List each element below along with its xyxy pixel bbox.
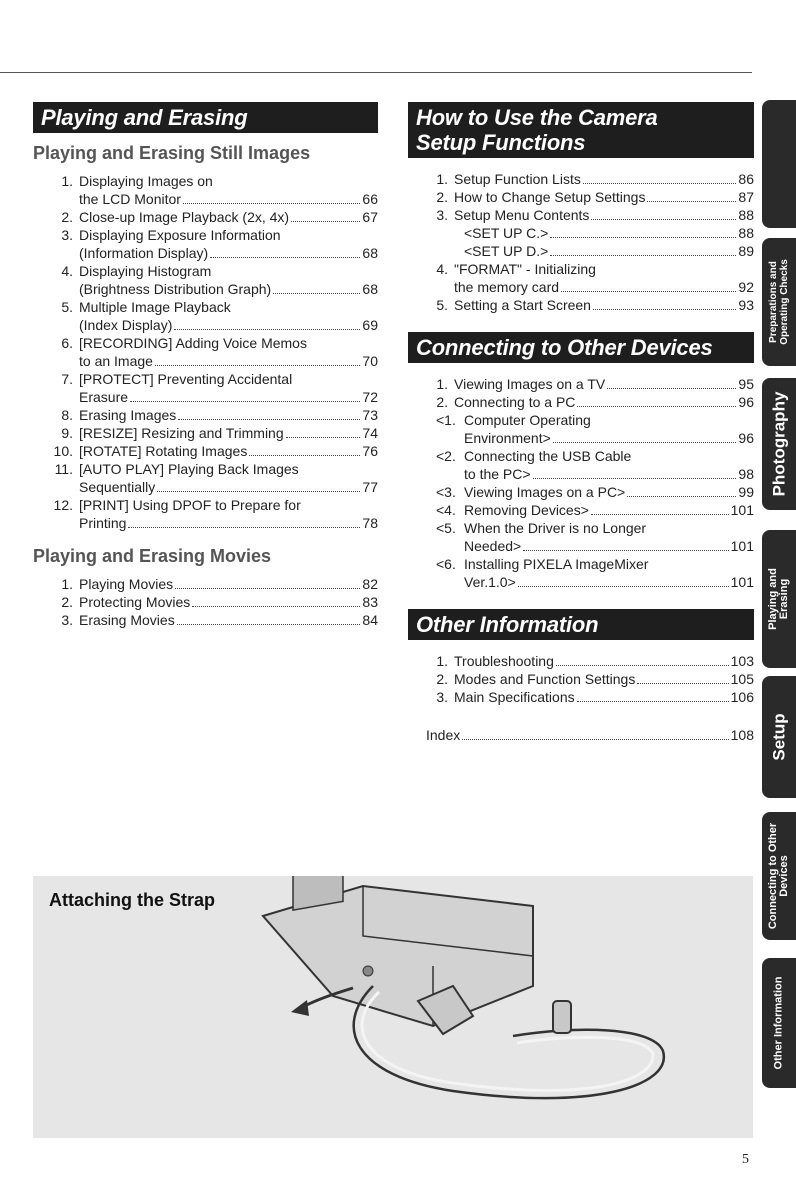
toc-number [436,242,464,260]
toc-text: Erasing Movies [79,612,175,628]
right-column [408,102,754,744]
toc-line [464,224,754,242]
toc-number: 12. [53,497,73,513]
leader-dots [178,419,360,420]
toc-page-number: 73 [362,407,378,423]
toc-number: 1. [61,576,73,592]
toc-page-number: 69 [362,317,378,333]
toc-page-number: 82 [362,576,378,592]
toc-entry [79,226,378,262]
toc-text: Computer Operating [464,412,591,428]
toc-entry [79,496,378,532]
toc-entry [79,406,378,424]
toc-page-number: 83 [362,594,378,610]
banner-line-1: How to Use the Camera [416,105,658,130]
toc-page-number: 93 [738,297,754,313]
toc-entry [79,370,378,406]
leader-dots [157,491,360,492]
leader-dots [553,442,737,443]
tab-setup[interactable] [762,676,796,798]
toc-entry [464,242,754,260]
toc-page-number: 106 [730,689,754,705]
toc-item[interactable] [408,375,754,393]
toc-line [79,478,378,496]
leader-dots [550,237,736,238]
toc-entry [79,208,378,226]
toc-page-number: 68 [362,281,378,297]
toc-number: 2. [436,189,448,205]
toc-entry [464,501,754,519]
toc-number: 2. [61,209,73,225]
toc-text: Erasing Images [79,407,177,423]
leader-dots [291,221,360,222]
toc-line [79,244,378,262]
toc-text: Setup Menu Contents [454,207,590,223]
toc-text: Viewing Images on a PC> [464,484,626,500]
toc-line [464,447,754,465]
toc-entry [454,670,754,688]
toc-text: the memory card [454,279,560,295]
toc-number: 2. [436,394,448,410]
toc-number: 3. [436,207,448,223]
toc-line [79,575,378,593]
toc-line [454,688,754,706]
toc-page-number: 96 [738,430,754,446]
tab-label: Other Information [772,976,785,1070]
toc-text: Erasure [79,389,129,405]
toc-item[interactable] [33,611,378,629]
toc-line [79,460,378,478]
toc-text: Close-up Image Playback (2x, 4x) [79,209,290,225]
toc-line [79,226,378,244]
toc-entry [454,188,754,206]
toc-page-number: 74 [362,425,378,441]
toc-page-number: 67 [362,209,378,225]
toc-page-number: 86 [738,171,754,187]
toc-item[interactable] [408,670,754,688]
toc-line [464,501,754,519]
leader-dots [286,437,361,438]
toc-line [79,208,378,226]
leader-dots [591,514,729,515]
toc-other [408,652,754,706]
toc-text: When the Driver is no Longer [464,520,647,536]
toc-line [79,370,378,388]
toc-text: Environment> [464,430,551,446]
toc-line [454,260,754,278]
toc-page-number: 68 [362,245,378,261]
toc-line [79,593,378,611]
toc-text: Displaying Exposure Information [79,227,281,243]
toc-text: Needed> [464,538,522,554]
toc-subitem[interactable] [408,411,754,447]
toc-line [79,262,378,280]
toc-text: the LCD Monitor [79,191,181,207]
toc-entry [464,519,754,555]
toc-page-number: 92 [738,279,754,295]
left-column [33,102,378,629]
toc-text: Protecting Movies [79,594,191,610]
toc-text: to the PC> [464,466,531,482]
toc-line [464,537,754,555]
toc-page-number: 98 [738,466,754,482]
section-banner-playing-erasing: Playing and Erasing [33,102,378,133]
toc-item[interactable] [33,298,378,334]
toc-entry [79,442,378,460]
leader-dots [462,739,728,740]
toc-page-number: 78 [362,515,378,531]
toc-number: <5. [436,520,456,536]
toc-text: [RESIZE] Resizing and Trimming [79,425,284,441]
toc-text: [RECORDING] Adding Voice Memos [79,335,307,351]
toc-page-number: 76 [362,443,378,459]
leader-dots [183,203,360,204]
strap-title: Attaching the Strap [49,890,216,910]
toc-entry [464,555,754,591]
toc-text: Troubleshooting [454,653,554,669]
toc-line [79,496,378,514]
toc-line [79,388,378,406]
toc-text: Displaying Images on [79,173,213,189]
tab-other-information[interactable] [762,958,796,1088]
index-label: Index [426,727,461,743]
toc-item[interactable] [33,406,378,424]
leader-dots [627,496,736,497]
toc-text: How to Change Setup Settings [454,189,646,205]
toc-text: [PROTECT] Preventing Accidental [79,371,293,387]
toc-subitem[interactable] [408,483,754,501]
tab-label: Preparations and Operating Checks [768,259,790,345]
toc-number: 8. [61,407,73,423]
toc-line [79,611,378,629]
banner-line-2: Setup Functions [416,130,586,155]
toc-number [436,224,464,242]
leader-dots [550,255,736,256]
toc-index[interactable] [408,726,754,744]
top-rule [0,72,752,73]
toc-page-number: 84 [362,612,378,628]
toc-number: 2. [61,594,73,610]
toc-entry [454,652,754,670]
toc-text: Connecting the USB Cable [464,448,632,464]
leader-dots [273,293,360,294]
toc-line [464,519,754,537]
toc-line [454,393,754,411]
tab-label: Setup [769,713,789,761]
strap-panel [33,876,753,1138]
toc-number: 9. [61,425,73,441]
toc-line [454,670,754,688]
section-banner-other: Other Information [408,609,754,640]
tab-label: Photography [769,391,789,497]
toc-text: Playing Movies [79,576,174,592]
subhead-still-images: Playing and Erasing Still Images [33,143,311,163]
toc-line [464,573,754,591]
toc-number: <6. [436,556,456,572]
toc-line [79,280,378,298]
toc-item[interactable] [33,496,378,532]
leader-dots [593,309,736,310]
tab-photography[interactable] [762,378,796,510]
toc-text: <SET UP C.> [464,225,549,241]
toc-item[interactable] [33,424,378,442]
toc-item[interactable] [33,370,378,406]
toc-page-number: 88 [738,225,754,241]
toc-text: Removing Devices> [464,502,589,518]
toc-number: 5. [61,299,73,315]
toc-number: 1. [61,173,73,189]
toc-page-number: 87 [738,189,754,205]
leader-dots [518,586,729,587]
toc-number: 4. [436,261,448,277]
leader-dots [583,183,737,184]
toc-line [79,172,378,190]
leader-dots [577,406,736,407]
toc-page-number: 101 [730,574,754,590]
toc-page-number: 88 [738,207,754,223]
toc-text: Setting a Start Screen [454,297,591,313]
toc-text: Viewing Images on a TV [454,376,606,392]
toc-number: 1. [436,171,448,187]
toc-text: Sequentially [79,479,156,495]
toc-item[interactable] [33,208,378,226]
toc-line [454,375,754,393]
toc-entry [79,298,378,334]
toc-entry [454,375,754,393]
toc-item[interactable] [408,206,754,224]
toc-number: <2. [436,448,456,464]
toc-entry [454,206,754,224]
toc-line [464,555,754,573]
toc-entry [464,224,754,242]
toc-number: 3. [61,612,73,628]
toc-line [454,206,754,224]
toc-line [79,424,378,442]
toc-page-number: 66 [362,191,378,207]
leader-dots [577,701,729,702]
toc-entry [464,483,754,501]
toc-number: 11. [54,461,73,477]
toc-item[interactable] [33,460,378,496]
toc-still-images [33,172,378,532]
toc-text: "FORMAT" - Initializing [454,261,596,277]
toc-line [79,352,378,370]
toc-text: [AUTO PLAY] Playing Back Images [79,461,299,477]
toc-text: Ver.1.0> [464,574,516,590]
leader-dots [637,683,728,684]
toc-line [79,190,378,208]
leader-dots [591,219,736,220]
leader-dots [533,478,737,479]
toc-subitem[interactable] [408,501,754,519]
toc-item[interactable] [33,262,378,298]
toc-number: 3. [436,689,448,705]
toc-number: <3. [436,484,456,500]
toc-item[interactable] [408,652,754,670]
toc-number: 7. [61,371,73,387]
toc-movies [33,575,378,629]
toc-number: 6. [61,335,73,351]
toc-line [79,334,378,352]
toc-text: Connecting to a PC [454,394,576,410]
toc-line [79,298,378,316]
toc-item[interactable] [33,334,378,370]
toc-connecting [408,375,754,591]
toc-item[interactable] [33,575,378,593]
toc-number: 5. [436,297,448,313]
toc-entry [79,172,378,208]
toc-line [454,296,754,314]
toc-number: 4. [61,263,73,279]
leader-dots [249,455,360,456]
toc-line [79,316,378,334]
toc-entry [454,170,754,188]
toc-text: (Information Display) [79,245,209,261]
toc-page-number: 99 [738,484,754,500]
toc-line [464,242,754,260]
toc-entry [454,688,754,706]
toc-line [464,429,754,447]
toc-number: <4. [436,502,456,518]
page-number: 5 [742,1152,749,1167]
tab-preparations[interactable] [762,238,796,366]
toc-number: 2. [436,671,448,687]
leader-dots [130,401,360,402]
toc-page-number: 105 [730,671,754,687]
toc-page-number: 89 [738,243,754,259]
toc-entry [79,575,378,593]
toc-page-number: 70 [362,353,378,369]
toc-entry [79,334,378,370]
toc-number: 1. [436,653,448,669]
toc-number: <1. [436,412,456,428]
leader-dots [177,624,361,625]
toc-text: <SET UP D.> [464,243,549,259]
toc-text: to an Image [79,353,153,369]
toc-number: 10. [53,443,73,459]
toc-text: Multiple Image Playback [79,299,231,315]
toc-entry [454,393,754,411]
toc-entry [79,460,378,496]
toc-text: Main Specifications [454,689,575,705]
toc-text: Displaying Histogram [79,263,212,279]
leader-dots [523,550,728,551]
toc-page-number: 95 [738,376,754,392]
toc-line [464,465,754,483]
toc-text: [PRINT] Using DPOF to Prepare for [79,497,301,513]
toc-line [79,406,378,424]
toc-item[interactable] [33,172,378,208]
toc-entry [454,296,754,314]
toc-line [454,188,754,206]
toc-number: 3. [61,227,73,243]
toc-page-number: 96 [738,394,754,410]
toc-line [454,652,754,670]
tab-label: Playing and Erasing [767,568,790,630]
toc-page-number: 101 [730,538,754,554]
toc-page-number: 72 [362,389,378,405]
tab-label: Connecting to Other Devices [767,822,790,930]
toc-entry [79,611,378,629]
toc-line [79,442,378,460]
toc-subitem[interactable] [408,224,754,242]
toc-item[interactable] [408,170,754,188]
toc-page-number: 103 [730,653,754,669]
toc-text: Modes and Function Settings [454,671,636,687]
toc-item[interactable] [408,393,754,411]
leader-dots [561,291,736,292]
toc-subitem[interactable] [408,447,754,483]
index-page: 108 [730,727,754,743]
toc-item[interactable] [408,188,754,206]
toc-entry [454,260,754,296]
toc-item[interactable] [408,688,754,706]
leader-dots [210,257,360,258]
toc-setup [408,170,754,314]
toc-entry [464,411,754,447]
toc-entry [79,593,378,611]
toc-entry [464,447,754,483]
tab-connecting[interactable] [762,812,796,940]
leader-dots [128,527,360,528]
tab-playing-erasing[interactable] [762,530,796,668]
toc-text: (Brightness Distribution Graph) [79,281,272,297]
toc-subitem[interactable] [408,242,754,260]
toc-subitem[interactable] [408,555,754,591]
leader-dots [192,606,360,607]
strap-illustration [33,876,753,1138]
subhead-movies: Playing and Erasing Movies [33,546,272,566]
toc-text: (Index Display) [79,317,173,333]
leader-dots [556,665,729,666]
toc-page-number: 77 [362,479,378,495]
leader-dots [175,588,360,589]
section-banner-setup [408,102,754,158]
toc-text: Setup Function Lists [454,171,581,187]
tab-blank[interactable] [762,100,796,228]
toc-line [464,411,754,429]
leader-dots [174,329,360,330]
toc-item[interactable] [408,296,754,314]
toc-item[interactable] [33,442,378,460]
toc-line [79,514,378,532]
toc-line [454,170,754,188]
toc-item[interactable] [33,593,378,611]
toc-subitem[interactable] [408,519,754,555]
toc-text: [ROTATE] Rotating Images [79,443,248,459]
toc-item[interactable] [33,226,378,262]
toc-item[interactable] [408,260,754,296]
toc-entry [79,424,378,442]
toc-text: Installing PIXELA ImageMixer [464,556,649,572]
section-banner-connecting: Connecting to Other Devices [408,332,754,363]
toc-page-number: 101 [730,502,754,518]
leader-dots [607,388,736,389]
leader-dots [647,201,736,202]
toc-text: Printing [79,515,127,531]
toc-entry [79,262,378,298]
toc-line [454,278,754,296]
leader-dots [155,365,360,366]
toc-number: 1. [436,376,448,392]
toc-line [464,483,754,501]
